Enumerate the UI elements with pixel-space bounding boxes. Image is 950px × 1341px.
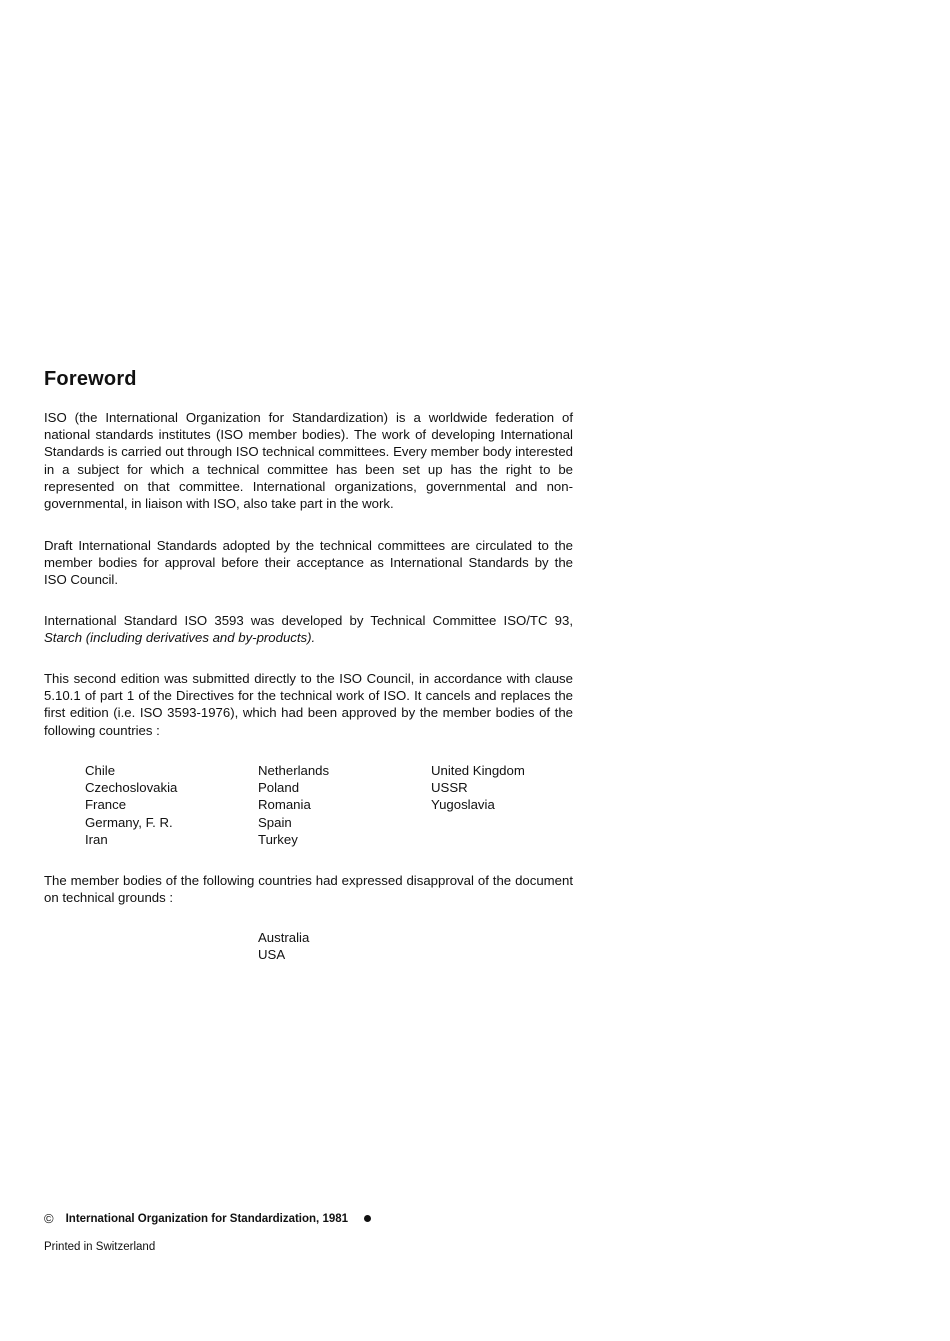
approving-countries-column-1 — [85, 762, 177, 848]
paragraph-second-edition: This second edition was submitted directly to the ISO Council, in accordance with clause 5.10.1 of part 1 of the Directives for the technical work of ISO. It cancels and replaces the first edition (i.e. ISO 3593-1976), which had been approved by the member bodies of the following countries : — [44, 671, 573, 738]
paragraph-standard-origin — [44, 612, 573, 646]
country-item: Chile — [85, 763, 116, 778]
country-item: Netherlands — [258, 763, 330, 778]
country-item: France — [85, 797, 127, 813]
disapproving-countries-list — [258, 929, 309, 963]
page-title: Foreword — [44, 368, 137, 390]
copyright-line — [44, 1211, 371, 1226]
country-item: Spain — [258, 814, 292, 830]
country-item: Germany, F. R. — [85, 814, 173, 830]
paragraph-iso-intro: ISO (the International Organization for Standardization) is a worldwide federation of national standards institutes (ISO member bodies). The work of developing International Standards is carried out through ISO technical committees. Every member body interested in a subject for which a technical committee has been set up has the right to be represented on that committee. International organizations, governmental and non-governmental, in liaison with ISO, also take part in the work. — [44, 410, 573, 512]
copyright-icon: © — [44, 1211, 54, 1226]
copyright-holder: International Organization for Standardization, 1981 — [65, 1212, 349, 1225]
country-item: Turkey — [258, 831, 298, 847]
country-item: Poland — [258, 780, 300, 796]
paragraph-draft-standards: Draft International Standards adopted by the technical committees are circulated to the member bodies for approval before their acceptance as International Standards by the ISO Council. — [44, 538, 573, 588]
country-item: USA — [258, 947, 286, 963]
standard-origin-text: International Standard ISO 3593 was developed by Technical Committee ISO/TC 93, — [44, 613, 573, 628]
country-item: United Kingdom — [431, 763, 525, 778]
bullet-icon — [364, 1215, 371, 1222]
country-item: Australia — [258, 930, 310, 945]
country-item: Yugoslavia — [431, 797, 495, 813]
approving-countries-column-3 — [431, 762, 525, 814]
country-item: Romania — [258, 797, 311, 813]
committee-title: Starch (including derivatives and by-products). — [44, 630, 316, 646]
country-item: USSR — [431, 780, 468, 796]
printed-location: Printed in Switzerland — [44, 1241, 156, 1253]
country-item: Czechoslovakia — [85, 780, 178, 796]
paragraph-disapproval: The member bodies of the following countries had expressed disapproval of the document on technical grounds : — [44, 873, 573, 906]
approving-countries-column-2 — [258, 762, 329, 848]
country-item: Iran — [85, 831, 108, 847]
